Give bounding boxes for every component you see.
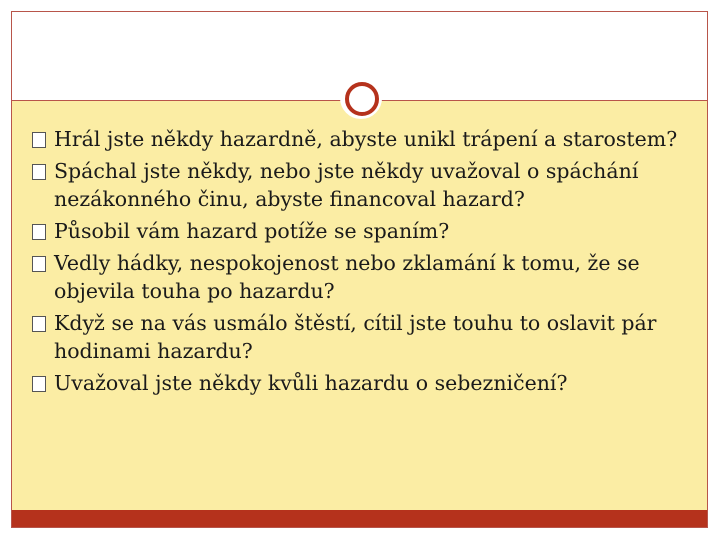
- bullet-text: Působil vám hazard potíže se spaním?: [54, 219, 450, 243]
- bullet-text: Když se na vás usmálo štěstí, cítil jste touhu to oslavit pár hodinami hazardu?: [54, 311, 657, 363]
- list-item: [32, 157, 692, 213]
- list-item: [32, 125, 692, 153]
- list-item: [32, 217, 692, 245]
- divider-circle-ring: [345, 82, 379, 116]
- divider-circle-ornament: [340, 77, 382, 119]
- bullet-text: Hrál jste někdy hazardně, abyste unikl trápení a starostem?: [54, 127, 678, 151]
- bullet-text: Vedly hádky, nespokojenost nebo zklamání k tomu, že se objevila touha po hazardu?: [54, 251, 640, 303]
- list-item: [32, 249, 692, 305]
- bullet-text: Uvažoval jste někdy kvůli hazardu o sebezničení?: [54, 371, 568, 395]
- bullet-list: [32, 125, 692, 401]
- bullet-box-icon: [32, 316, 46, 332]
- bullet-box-icon: [32, 376, 46, 392]
- bullet-box-icon: [32, 132, 46, 148]
- bullet-text: Spáchal jste někdy, nebo jste někdy uvažoval o spáchání nezákonného činu, abyste financoval hazard?: [54, 159, 639, 211]
- bullet-box-icon: [32, 164, 46, 180]
- footer-bar: [12, 510, 707, 527]
- list-item: [32, 369, 692, 397]
- bullet-box-icon: [32, 256, 46, 272]
- bullet-box-icon: [32, 224, 46, 240]
- list-item: [32, 309, 692, 365]
